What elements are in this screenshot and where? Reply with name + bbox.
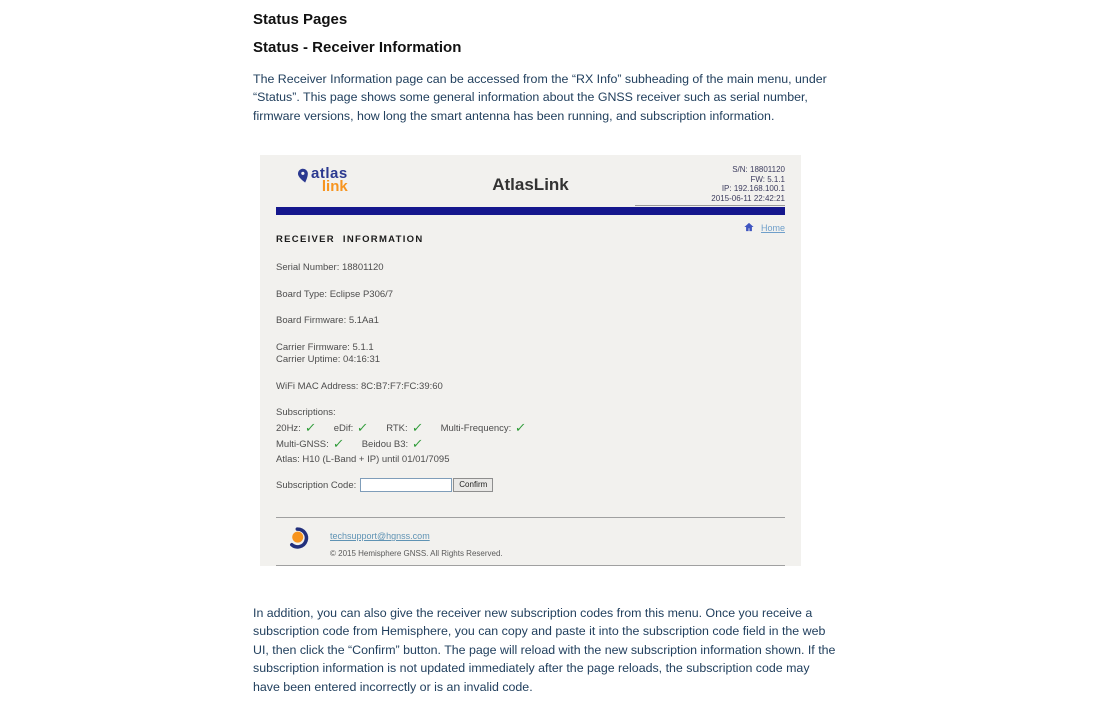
doc-heading-status-pages: Status Pages (253, 11, 348, 28)
subscription-beidou-b3 (362, 435, 423, 451)
subscription-code-row (276, 478, 785, 492)
subscription-label: Multi-GNSS: (276, 439, 329, 450)
subscription-code-input[interactable] (360, 478, 452, 492)
check-icon: ✓ (514, 420, 528, 435)
atlaslink-logo (276, 165, 426, 194)
confirm-button[interactable]: Confirm (453, 478, 493, 492)
subscription-multi-frequency (441, 419, 527, 435)
subscription-rtk (386, 419, 422, 435)
copyright-text: © 2015 Hemisphere GNSS. All Rights Reserved. (330, 549, 503, 558)
subscriptions-row-1 (276, 419, 785, 435)
doc-heading-receiver-information: Status - Receiver Information (253, 39, 462, 56)
webui-footer (276, 517, 785, 566)
techsupport-email-link[interactable]: techsupport@hgnss.com (330, 531, 430, 541)
subscriptions-section (276, 407, 785, 465)
info-group (276, 262, 785, 275)
carrier-uptime-line: Carrier Uptime: 04:16:31 (276, 354, 381, 365)
check-icon: ✓ (411, 436, 425, 451)
subscriptions-label: Subscriptions: (276, 407, 336, 418)
check-icon: ✓ (410, 420, 424, 435)
info-group (276, 381, 785, 394)
firmware-version-header: FW: 5.1.1 (750, 174, 785, 184)
subscription-label: Multi-Frequency: (440, 423, 512, 434)
info-group (276, 342, 785, 367)
atlas-subscription-line: Atlas: H10 (L-Band + IP) until 01/01/7095 (276, 454, 450, 465)
serial-number-line: Serial Number: 18801120 (276, 262, 384, 273)
check-icon: ✓ (356, 420, 370, 435)
info-group (276, 315, 785, 328)
logo-link-text: link (321, 178, 348, 195)
subscription-multi-gnss (276, 435, 344, 451)
subscription-label: 20Hz: (276, 423, 301, 434)
footer-text-block (330, 526, 503, 558)
home-row (276, 218, 785, 233)
atlaslink-webui-screenshot (260, 155, 801, 566)
subscription-label: eDif: (333, 423, 354, 434)
doc-intro-paragraph: The Receiver Information page can be accessed from the “RX Info” subheading of the main menu, under “Status”. This page shows some general information about the GNSS receiver such as serial number, firmware versions, how long the smart antenna has been running, and subscription information. (253, 72, 827, 123)
check-icon: ✓ (303, 420, 317, 435)
logo-wordmark (311, 167, 348, 194)
datetime-header: 2015-06-11 22:42:21 (711, 193, 785, 203)
header-divider-bar (276, 207, 785, 215)
subscription-20hz (276, 419, 316, 435)
logo-atlas-text: atlas (311, 165, 348, 182)
device-info-block (635, 165, 785, 206)
check-icon: ✓ (331, 436, 345, 451)
home-icon (744, 218, 758, 235)
page-title: RECEIVER INFORMATION (276, 234, 424, 245)
board-type-line: Board Type: Eclipse P306/7 (276, 288, 394, 300)
subscription-label: RTK: (386, 423, 408, 434)
app-title: AtlasLink (492, 175, 569, 194)
subscription-label: Beidou B3: (361, 439, 409, 450)
board-firmware-line: Board Firmware: 5.1Aa1 (276, 315, 379, 326)
serial-number-header: S/N: 18801120 (732, 165, 785, 174)
subscription-code-label: Subscription Code: (276, 479, 357, 491)
carrier-firmware-line: Carrier Firmware: 5.1.1 (276, 341, 374, 353)
wifi-mac-line: WiFi MAC Address: 8C:B7:F7:FC:39:60 (276, 380, 443, 392)
webui-header (276, 165, 785, 206)
info-group (276, 289, 785, 302)
ip-address-header: IP: 192.168.100.1 (721, 184, 785, 193)
hemisphere-gnss-logo-icon (288, 526, 310, 555)
subscriptions-row-2 (276, 435, 785, 451)
home-link[interactable]: Home (760, 223, 785, 233)
location-pin-icon (296, 167, 311, 189)
doc-closing-paragraph: In addition, you can also give the receiver new subscription codes from this menu. Once you receive a subscription code from Hemisphere, you can copy and paste it into the subscription code field in the web UI, then click the “Confirm” button. The page will reload with the new subscription information shown. If the subscription information is not updated immediately after the page reloads, the subscription code may have been entered incorrectly or is an invalid code. (253, 606, 836, 694)
subscription-edif (334, 419, 368, 435)
